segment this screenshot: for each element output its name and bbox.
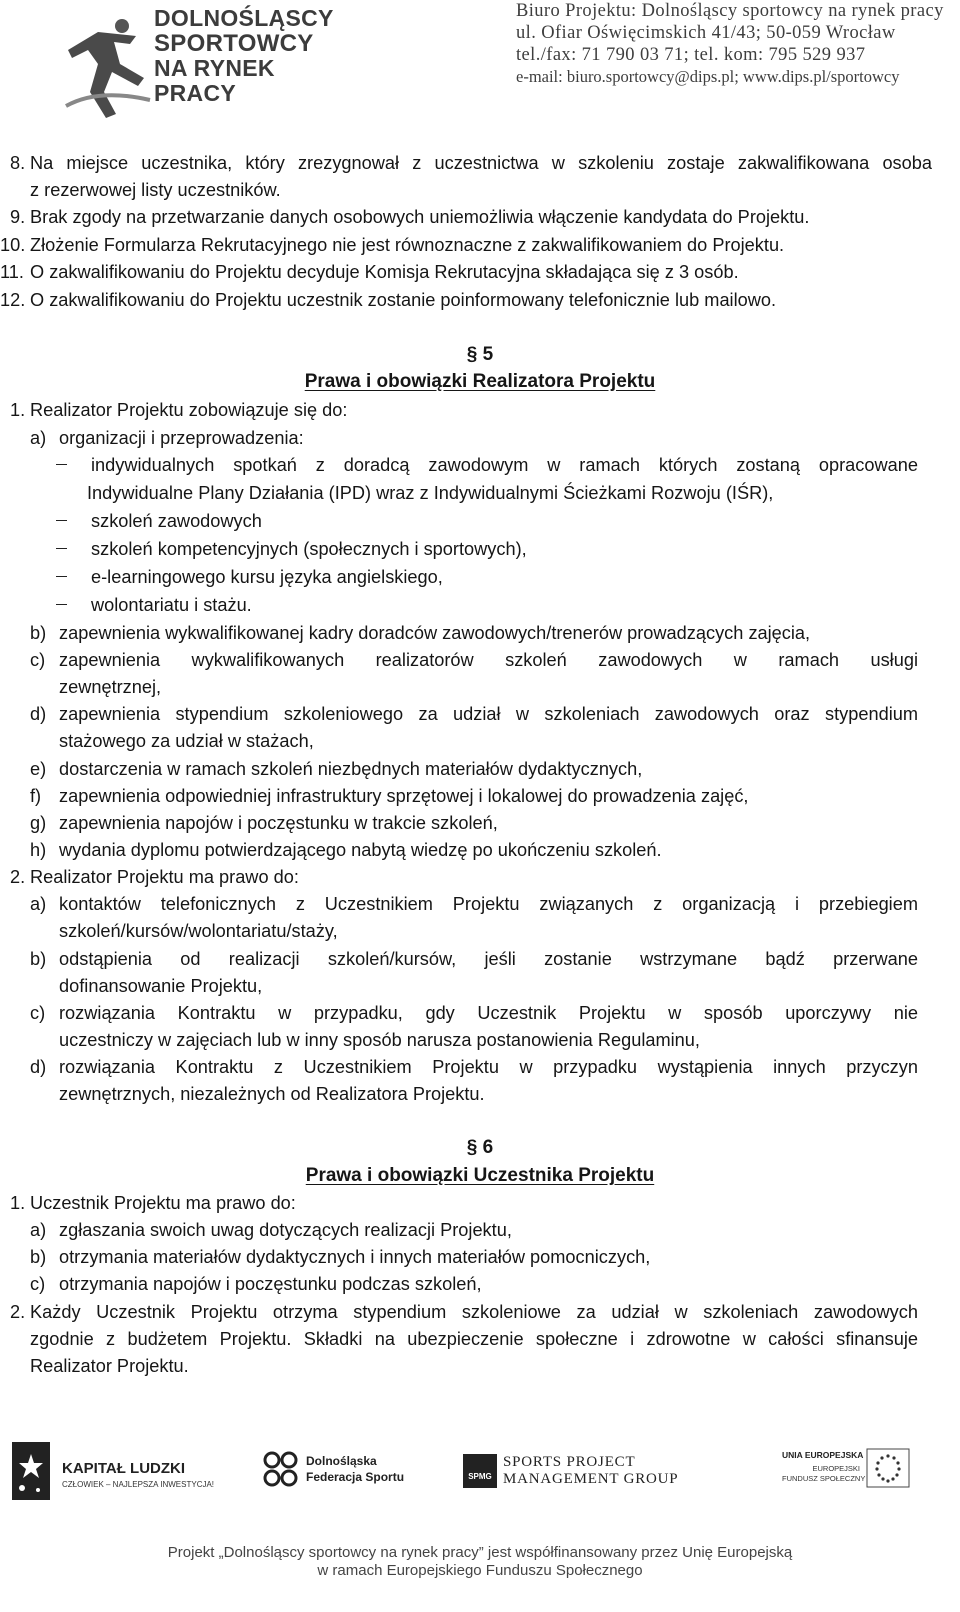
dfs-line-1: Dolnośląska <box>306 1454 377 1468</box>
section-title-text: Prawa i obowiązki Realizatora Projektu <box>304 371 656 392</box>
dash-item-text: szkoleń kompetencyjnych (społecznych i sportowych), <box>91 539 527 559</box>
list-item-label: d) <box>30 1057 47 1077</box>
list-item-text: O zakwalifikowaniu do Projektu uczestnik zostanie poinformowany telefonicznie lub mailowo. <box>30 290 777 310</box>
section-number: § 5 <box>466 344 494 365</box>
list-item-label: e) <box>30 759 47 779</box>
eu-line-3: FUNDUSZ SPOŁECZNY <box>782 1474 866 1483</box>
dash-bullet-icon <box>56 576 67 577</box>
list-item-text: dostarczenia w ramach szkoleń niezbędnych materiałów dydaktycznych, <box>59 759 643 779</box>
dash-item-text: szkoleń zawodowych <box>91 511 262 531</box>
list-item-label: b) <box>30 1247 47 1267</box>
spmg-abbr: SPMG <box>468 1472 492 1481</box>
section-title <box>0 368 960 396</box>
eu-line-2: EUROPEJSKI <box>812 1464 860 1473</box>
list-item-label: g) <box>30 813 47 833</box>
list-item-text: zapewnienia wykwalifikowanej kadry doradców zawodowych/trenerów prowadzących zajęcia, <box>59 623 811 643</box>
dash-item-text: indywidualnych spotkań z doradcą zawodowym w ramach których zostaną opracowane <box>91 455 918 475</box>
paragraph-text: Każdy Uczestnik Projektu otrzyma stypendium szkoleniowe za udział w szkoleniach zawodowych <box>30 1302 918 1322</box>
list-item-text: stażowego za udział w stażach, <box>59 731 314 751</box>
eu-line-1: UNIA EUROPEJSKA <box>782 1450 864 1460</box>
list-item-text: zapewnienia odpowiedniej infrastruktury sprzętowej i lokalowej do prowadzenia zajęć, <box>59 786 749 806</box>
cofinancing-line-1: Projekt „Dolnośląscy sportowcy na rynek pracy” jest współfinansowany przez Unię Europejską <box>167 1544 793 1561</box>
dash-item-text: wolontariatu i stażu. <box>91 595 252 615</box>
contact-phone: tel./fax: 71 790 03 71; tel. kom: 795 529 937 <box>516 45 866 65</box>
logo-line-1: DOLNOŚLĄSCY <box>154 5 334 31</box>
list-item-label: c) <box>30 1274 46 1294</box>
contact-address: ul. Ofiar Oświęcimskich 41/43; 50-059 Wrocław <box>516 23 896 43</box>
paragraph-number: 2. <box>10 867 26 887</box>
list-item-text: zapewnienia stypendium szkoleniowego za udział w szkoleniach zawodowych oraz stypendium <box>59 704 918 724</box>
footer-logos <box>0 1432 960 1522</box>
list-item-label: a) <box>30 894 47 914</box>
dfs-emblem-icon <box>262 1450 300 1492</box>
spmg-line-1: SPORTS PROJECT <box>503 1454 636 1470</box>
kapital-ludzki-title: KAPITAŁ LUDZKI <box>62 1460 186 1477</box>
list-item-text: Brak zgody na przetwarzanie danych osobowych uniemożliwia włączenie kandydata do Projektu. <box>30 207 810 227</box>
contact-email: e-mail: biuro.sportowcy@dips.pl; www.dips.pl/sportowcy <box>516 67 900 86</box>
kapital-ludzki-emblem-icon <box>10 1440 52 1502</box>
page-header <box>0 0 960 125</box>
list-item-text: dofinansowanie Projektu, <box>59 976 263 996</box>
list-item-label: b) <box>30 623 47 643</box>
dash-item-text: Indywidualne Plany Działania (IPD) wraz z Indywidualnymi Ścieżkami Rozwoju (IŚR), <box>87 483 774 503</box>
list-item-number: 8. <box>10 153 26 173</box>
paragraph-number: 1. <box>10 1193 26 1213</box>
dfs-logo <box>262 1450 412 1494</box>
runner-logo-icon <box>58 2 158 120</box>
list-item-text: z rezerwowej listy uczestników. <box>30 180 281 200</box>
list-item-text: wydania dyplomu potwierdzającego nabytą wiedzę po ukończeniu szkoleń. <box>59 840 662 860</box>
kapital-ludzki-logo <box>10 1440 215 1502</box>
paragraph-text: Realizator Projektu. <box>30 1356 189 1376</box>
paragraph-text: Realizator Projektu ma prawo do: <box>30 867 299 887</box>
list-item-label: a) <box>30 428 47 448</box>
project-logo <box>58 2 358 120</box>
dash-item-text: e-learningowego kursu języka angielskiego, <box>91 567 443 587</box>
dash-bullet-icon <box>56 604 67 605</box>
section-number: § 6 <box>466 1137 494 1158</box>
list-item-text: szkoleń/kursów/wolontariatu/staży, <box>59 921 338 941</box>
cofinancing-note <box>0 1544 960 1580</box>
list-item-text: organizacji i przeprowadzenia: <box>59 428 304 448</box>
cofinancing-line-2: w ramach Europejskiego Funduszu Społecznego <box>317 1562 643 1579</box>
list-item-text: zapewnienia wykwalifikowanych realizatorów szkoleń zawodowych w ramach usługi <box>59 650 918 670</box>
list-item-label: d) <box>30 704 47 724</box>
list-item-text: zgłaszania swoich uwag dotyczących realizacji Projektu, <box>59 1220 512 1240</box>
list-item-number: 11. <box>0 262 24 282</box>
list-item-label: c) <box>30 650 46 670</box>
list-item-label: h) <box>30 840 47 860</box>
list-item-number: 10. <box>0 235 26 255</box>
header-contact-block <box>516 0 946 88</box>
paragraph-text: Realizator Projektu zobowiązuje się do: <box>30 400 348 420</box>
list-item-text: otrzymania materiałów dydaktycznych i innych materiałów pomocniczych, <box>59 1247 651 1267</box>
list-item-text: rozwiązania Kontraktu w przypadku, gdy Uczestnik Projektu w sposób uporczywy nie <box>59 1003 918 1023</box>
list-item-text: zewnętrznych, niezależnych od Realizatora Projektu. <box>59 1084 485 1104</box>
eu-logo <box>782 1448 912 1494</box>
list-item-label: f) <box>30 786 42 806</box>
spmg-line-2: MANAGEMENT GROUP <box>503 1471 679 1487</box>
paragraph-number: 1. <box>10 400 26 420</box>
list-item-text: rozwiązania Kontraktu z Uczestnikiem Projektu w przypadku wystąpienia innych przyczyn <box>59 1057 918 1077</box>
list-item-label: a) <box>30 1220 47 1240</box>
dash-bullet-icon <box>56 464 67 465</box>
dash-bullet-icon <box>56 520 67 521</box>
list-item-text: odstąpienia od realizacji szkoleń/kursów, jeśli zostanie wstrzymane bądź przerwane <box>59 949 918 969</box>
list-item-number: 12. <box>0 290 26 310</box>
paragraph-text: Uczestnik Projektu ma prawo do: <box>30 1193 296 1213</box>
list-item-label: b) <box>30 949 47 969</box>
list-item-text: O zakwalifikowaniu do Projektu decyduje Komisja Rekrutacyjna składająca się z 3 osób. <box>30 262 739 282</box>
list-item-number: 9. <box>10 207 26 227</box>
list-item-text: zapewnienia napojów i poczęstunku w trakcie szkoleń, <box>59 813 498 833</box>
spmg-emblem-icon <box>463 1454 497 1488</box>
eu-flag-icon <box>866 1448 910 1488</box>
kapital-ludzki-subtitle: CZŁOWIEK – NAJLEPSZA INWESTYCJA! <box>62 1480 215 1489</box>
spmg-logo <box>463 1454 693 1494</box>
list-item-text: zewnętrznej, <box>59 677 162 697</box>
paragraph-number: 2. <box>10 1302 26 1322</box>
section-title-text: Prawa i obowiązki Uczestnika Projektu <box>305 1165 655 1186</box>
dfs-line-2: Federacja Sportu <box>306 1470 405 1484</box>
logo-line-3: NA RYNEK PRACY <box>154 55 275 106</box>
list-item-text: uczestniczy w zajęciach lub w inny sposób narusza postanowienia Regulaminu, <box>59 1030 700 1050</box>
logo-line-2: SPORTOWCY <box>154 30 314 57</box>
list-item-text: kontaktów telefonicznych z Uczestnikiem Projektu związanych z organizacją i przebiegiem <box>59 894 918 914</box>
paragraph-text: zgodnie z budżetem Projektu. Składki na ubezpieczenie społeczne i zdrowotne w całości sfinansuje <box>30 1329 918 1349</box>
list-item-text: Złożenie Formularza Rekrutacyjnego nie jest równoznaczne z zakwalifikowaniem do Projektu. <box>30 235 785 255</box>
list-item-text: otrzymania napojów i poczęstunku podczas szkoleń, <box>59 1274 482 1294</box>
list-item-text: Na miejsce uczestnika, który zrezygnował z uczestnictwa w szkoleniu zostaje zakwalifikowana osoba <box>30 153 932 173</box>
contact-office: Biuro Projektu: Dolnośląscy sportowcy na rynek pracy <box>516 1 944 21</box>
section-title <box>0 1162 960 1190</box>
dash-bullet-icon <box>56 548 67 549</box>
list-item-label: c) <box>30 1003 46 1023</box>
